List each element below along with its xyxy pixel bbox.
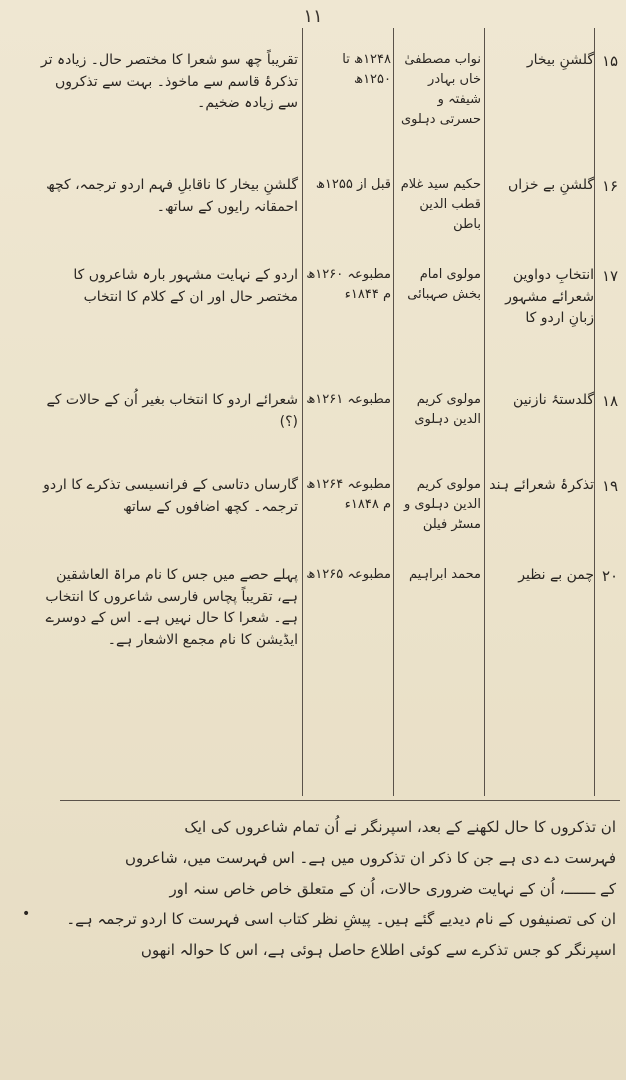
entry-number: ۱۷ — [601, 267, 619, 285]
entry-description: پہلے حصے میں جس کا نام مراۃ العاشقین ہے، تقریباً پچاس فارسی شاعروں کا انتخاب ہے۔ شعرا کا حال نہیں ہے۔ اس کے دوسرے ایڈیشن کا نام مجمع الاشعار ہے۔ — [45, 567, 298, 649]
entry-title: تذکرۂ شعرائے ہند — [489, 477, 594, 493]
entry-number: ۱۵ — [601, 52, 619, 70]
footer-line: فہرست دے دی ہے جن کا ذکر ان تذکروں میں ہے۔ اس فہرست میں، شاعروں — [125, 848, 616, 867]
footer-line: ان تذکروں کا حال لکھنے کے بعد، اسپرنگر نے اُن تمام شاعروں کی ایک — [184, 818, 616, 836]
entry-description: اردو کے نہایت مشہور بارہ شاعروں کا مختصر حال اور ان کے کلام کا انتخاب — [73, 267, 298, 305]
entry-title: چمن بے نظیر — [518, 567, 594, 583]
entry-date: مطبوعہ ۱۲۶۴ھ م ۱۸۴۸ء — [306, 477, 391, 513]
entry-author: محمد ابراہیم — [408, 567, 481, 582]
entry-number: ۱۶ — [601, 177, 619, 195]
entry-description: گلشنِ بیخار کا ناقابلِ فہم اردو ترجمہ، کچھ احمقانہ رایوں کے ساتھ۔ — [46, 177, 298, 215]
entry-number: ۱۹ — [601, 477, 619, 495]
entry-title: گلدستۂ نازنین — [513, 392, 594, 408]
entry-title: گلشنِ بیخار — [526, 52, 594, 68]
column-divider-name — [484, 28, 485, 796]
entry-author: مولوی کریم الدین دہلوی و مسٹر فیلن — [403, 477, 481, 533]
entry-date: ۱۲۴۸ھ تا ۱۲۵۰ھ — [342, 52, 391, 88]
entry-description: شعرائے اردو کا انتخاب بغیر اُن کے حالات کے (؟) — [46, 392, 298, 430]
column-divider-author — [393, 28, 394, 796]
entry-date: قبل از ۱۲۵۵ھ — [315, 177, 391, 192]
entry-title: گلشنِ بے خزاں — [508, 177, 594, 193]
entry-date: مطبوعہ ۱۲۶۱ھ — [306, 392, 391, 407]
column-divider-date — [302, 28, 303, 796]
footer-paragraph — [60, 812, 616, 966]
entry-number: ۲۰ — [601, 567, 619, 585]
footer-line: اسپرنگر کو جس تذکرے سے کوئی اطلاع حاصل ہوئی ہے، اس کا حوالہ انھوں — [140, 941, 616, 959]
entry-author: نواب مصطفیٰ خاں بہادر شیفتہ و حسرتی دہلوی — [401, 52, 481, 128]
entry-date: مطبوعہ ۱۲۶۵ھ — [306, 567, 391, 582]
entry-author: مولوی امام بخش صہبائی — [407, 267, 481, 303]
entry-title: انتخابِ دواوین شعرائے مشہور زبانِ اردو کا — [505, 267, 594, 327]
entry-author: مولوی کریم الدین دہلوی — [414, 392, 481, 428]
footer-line: ان کی تصنیفوں کے نام دیدیے گئے ہیں۔ پیشِ نظر کتاب اسی فہرست کا اردو ترجمہ ہے۔ — [66, 910, 616, 929]
entry-number: ۱۸ — [601, 392, 619, 410]
margin-dot-icon: • — [22, 906, 31, 922]
entry-description: گارساں دتاسی کے فرانسیسی تذکرے کا اردو ترجمہ۔ کچھ اضافوں کے ساتھ — [43, 477, 298, 515]
entry-author: حکیم سید غلام قطب الدین باطن — [400, 177, 481, 233]
footer-line: کے ـــــــ، اُن کے نہایت ضروری حالات، اُن کے متعلق خاص خاص سنہ اور — [169, 879, 616, 898]
entry-description: تقریباً چھ سو شعرا کا مختصر حال۔ زیادہ تر تذکرۂ قاسم سے ماخوذ۔ بہت سے تذکروں سے زیادہ ضخیم۔ — [40, 52, 298, 112]
table-bottom-rule — [60, 800, 620, 801]
page-number: ۱۱ — [303, 6, 323, 27]
column-divider-number — [594, 28, 595, 796]
entry-date: مطبوعہ ۱۲۶۰ھ م ۱۸۴۴ء — [306, 267, 391, 303]
